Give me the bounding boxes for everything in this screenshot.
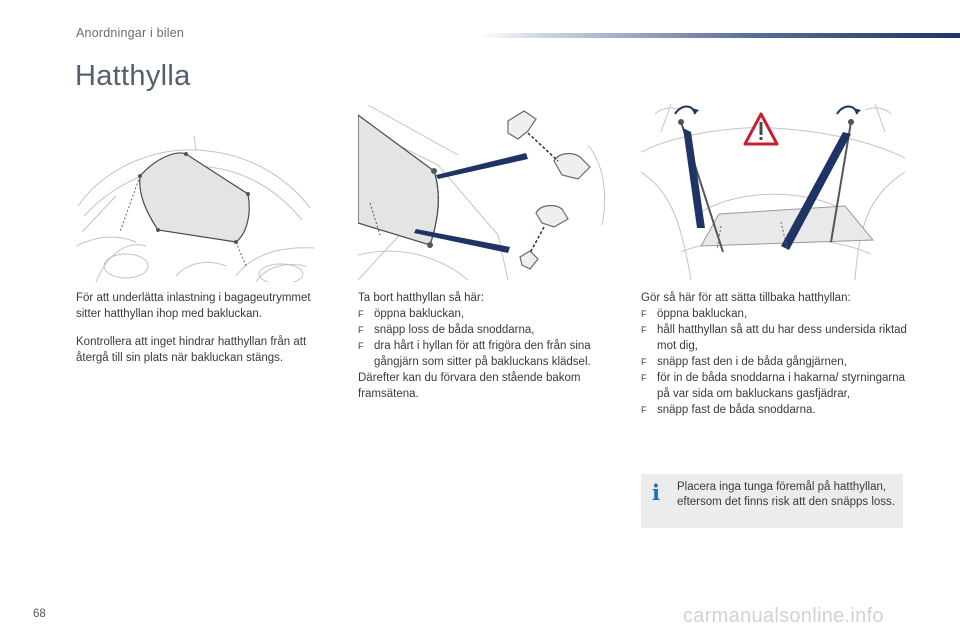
bullet-arrow-icon: F xyxy=(641,325,647,335)
page-number: 68 xyxy=(33,608,46,620)
bullet-arrow-icon: F xyxy=(358,341,364,351)
info-icon: i xyxy=(652,480,660,505)
page-title: Hatthylla xyxy=(75,60,191,92)
section-header: Anordningar i bilen xyxy=(76,26,185,40)
removal-instructions xyxy=(358,290,620,402)
list-item: F snäpp fast den i de båda gångjärnen, xyxy=(641,356,847,368)
bullet-arrow-icon: F xyxy=(641,373,647,383)
warning-triangle-icon xyxy=(745,114,777,144)
list-item: F snäpp loss de båda snoddarna, xyxy=(358,324,535,336)
watermark: carmanualsonline.info xyxy=(683,605,884,627)
list-item: F öppna bakluckan, xyxy=(641,308,748,320)
bullet-arrow-icon: F xyxy=(641,309,647,319)
info-box xyxy=(641,474,903,528)
list-item: F dra hårt i hyllan för att frigöra den från sina gångjärn som sitter på bakluckans klädsel. xyxy=(358,340,591,368)
illustration-open-tailgate xyxy=(76,136,314,282)
bullet-arrow-icon: F xyxy=(358,325,364,335)
refit-instructions xyxy=(641,290,907,418)
bullet-arrow-icon: F xyxy=(641,405,647,415)
intro-paragraph-2: Kontrollera att inget hindrar hatthyllan från att återgå till sin plats när bakluckan stängs. xyxy=(76,336,307,364)
illustration-refit-shelf xyxy=(641,102,905,280)
list-item: F snäpp fast de båda snoddarna. xyxy=(641,404,816,416)
intro-paragraph-1: För att underlätta inlastning i bagageutrymmet sitter hatthyllan ihop med bakluckan. xyxy=(76,292,311,320)
list-item: F för in de båda snoddarna i hakarna/ styrningarna på var sida om bakluckans gasfjädrar, xyxy=(641,372,906,400)
list-item: F håll hatthyllan så att du har dess undersida riktad mot dig, xyxy=(641,324,907,352)
refit-steps xyxy=(641,306,907,418)
refit-intro: Gör så här för att sätta tillbaka hatthyllan: xyxy=(641,292,851,304)
intro-column xyxy=(76,290,336,366)
bullet-arrow-icon: F xyxy=(641,357,647,367)
header-bar xyxy=(478,33,960,38)
removal-outro: Därefter kan du förvara den stående bakom framsätena. xyxy=(358,372,581,400)
info-text: Placera inga tunga föremål på hatthyllan, eftersom det finns risk att den snäpps loss. xyxy=(677,481,895,508)
illustration-remove-shelf xyxy=(358,105,618,280)
list-item: F öppna bakluckan, xyxy=(358,308,465,320)
bullet-arrow-icon: F xyxy=(358,309,364,319)
removal-steps xyxy=(358,306,620,370)
removal-intro: Ta bort hatthyllan så här: xyxy=(358,292,484,304)
